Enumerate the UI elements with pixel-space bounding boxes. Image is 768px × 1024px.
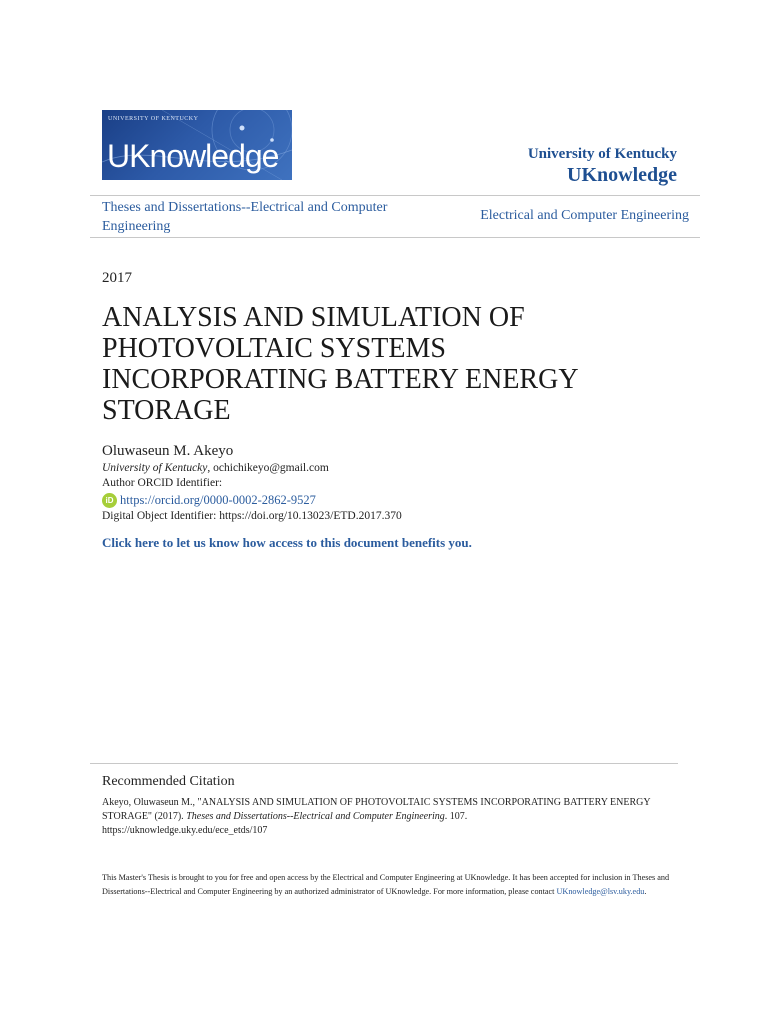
contact-email-link[interactable]: UKnowledge@lsv.uky.edu: [556, 886, 645, 896]
citation-divider: [90, 763, 678, 764]
citation-text: [102, 796, 662, 838]
header-divider-top: [90, 195, 700, 196]
logo-university-text: UNIVERSITY OF KENTUCKY: [108, 116, 199, 122]
access-statement: [102, 871, 672, 898]
access-statement-end: .: [644, 886, 647, 896]
publication-year: 2017: [102, 270, 132, 286]
author-email: , ochichikeyo@gmail.com: [207, 462, 329, 474]
orcid-row: [102, 493, 316, 508]
header-divider-bottom: [90, 237, 700, 238]
citation-url[interactable]: https://uknowledge.uky.edu/ece_etds/107: [102, 825, 268, 836]
institution-line2[interactable]: UKnowledge: [567, 164, 677, 186]
logo-wordmark: UKnowledge: [107, 138, 279, 174]
citation-series: Theses and Dissertations--Electrical and Computer Engineering: [186, 811, 445, 822]
author-affiliation: [102, 462, 329, 474]
benefit-feedback-link[interactable]: Click here to let us know how access to this document benefits you.: [102, 535, 472, 550]
institution-name[interactable]: [528, 145, 677, 187]
series-link[interactable]: Theses and Dissertations--Electrical and Computer Engineering: [102, 200, 388, 234]
department-link[interactable]: Electrical and Computer Engineering: [480, 208, 689, 223]
institution-line1[interactable]: University of Kentucky: [527, 146, 677, 162]
thesis-title: ANALYSIS AND SIMULATION OF PHOTOVOLTAIC SYSTEMS INCORPORATING BATTERY ENERGY STORAGE: [102, 302, 578, 426]
affiliation-university: University of Kentucky: [102, 462, 208, 474]
orcid-label: Author ORCID Identifier:: [102, 477, 223, 489]
orcid-icon: iD: [102, 493, 117, 508]
uknowledge-logo[interactable]: [102, 110, 292, 180]
recommended-citation-heading: Recommended Citation: [102, 774, 235, 789]
access-statement-text: This Master's Thesis is brought to you for free and open access by the Electrical and Computer Engineering at UKnowledge. It has been accepted for inclusion in Theses and Dissertations--Electrical and Computer Engineering by an authorized administrator of UKnowledge. For more information, please contact: [102, 873, 670, 896]
author-name: Oluwaseun M. Akeyo: [102, 443, 234, 459]
orcid-link[interactable]: https://orcid.org/0000-0002-2862-9527: [120, 493, 316, 507]
citation-part2: . 107.: [444, 811, 468, 822]
doi-line: Digital Object Identifier: https://doi.org/10.13023/ETD.2017.370: [102, 510, 402, 522]
citation-part1: Akeyo, Oluwaseun M., "ANALYSIS AND SIMULATION OF PHOTOVOLTAIC SYSTEMS INCORPORATING BATTERY ENERGY STORAGE" (2017).: [102, 797, 651, 822]
